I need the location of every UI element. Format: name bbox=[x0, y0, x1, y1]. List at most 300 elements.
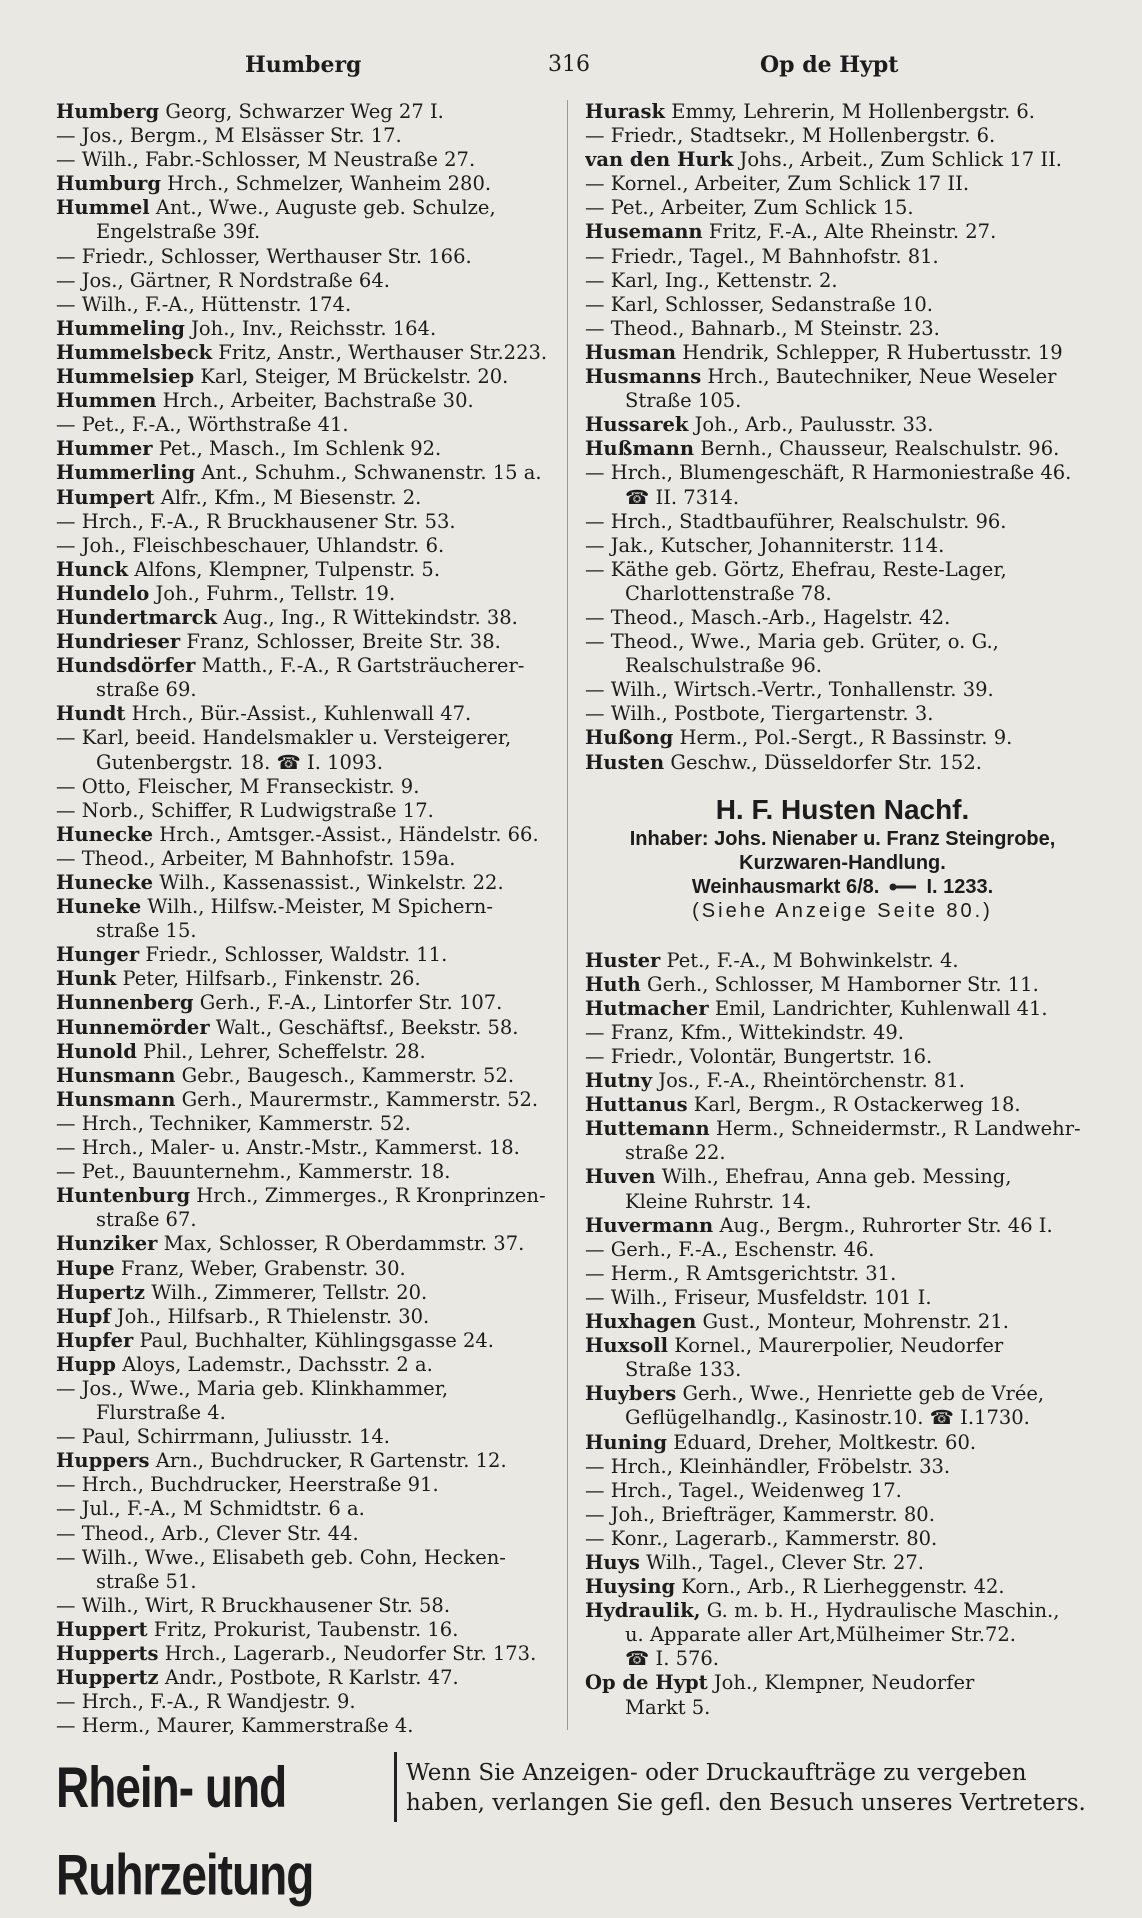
directory-entry bbox=[585, 389, 1100, 413]
directory-entry bbox=[56, 654, 556, 678]
entry-details: — Hrch., Stadtbauführer, Realschulstr. 96. bbox=[585, 509, 1007, 533]
directory-entry bbox=[56, 1353, 556, 1377]
entry-details: Ant., Wwe., Auguste geb. Schulze, bbox=[155, 196, 496, 220]
directory-entry bbox=[585, 1093, 1100, 1117]
entry-surname: Hundertmarck bbox=[56, 605, 218, 629]
entry-surname: Huttemann bbox=[585, 1117, 710, 1141]
entry-details: Walt., Geschäftsf., Beekstr. 58. bbox=[215, 1015, 519, 1039]
entry-details: Gerh., Wwe., Henriette geb de Vrée, bbox=[682, 1382, 1045, 1406]
entry-details: Alfons, Klempner, Tulpenstr. 5. bbox=[134, 557, 441, 581]
entry-details: Jos., F.-A., Rheintörchenstr. 81. bbox=[658, 1069, 965, 1093]
entry-surname: Hurask bbox=[585, 100, 665, 123]
entry-details: — Theod., Masch.-Arb., Hagelstr. 42. bbox=[585, 605, 951, 629]
directory-entry bbox=[585, 997, 1100, 1021]
directory-entry bbox=[56, 1136, 556, 1160]
entry-details: Fritz, Prokurist, Taubenstr. 16. bbox=[153, 1617, 459, 1641]
directory-entry bbox=[56, 1040, 556, 1064]
directory-entry bbox=[56, 871, 556, 895]
entry-details: — Joh., Briefträger, Kammerstr. 80. bbox=[585, 1502, 935, 1526]
entry-details: Hrch., Zimmerges., R Kronprinzen- bbox=[196, 1184, 546, 1208]
directory-entry bbox=[56, 1088, 556, 1112]
directory-entry bbox=[56, 1377, 556, 1401]
entry-details: Johs., Arbeit., Zum Schlick 17 II. bbox=[739, 148, 1063, 172]
entry-details: Karl, Bergm., R Ostackerweg 18. bbox=[693, 1093, 1021, 1117]
directory-entry bbox=[56, 630, 556, 654]
entry-details: Fritz, Anstr., Werthauser Str.223. bbox=[218, 340, 548, 364]
entry-surname: Huven bbox=[585, 1165, 656, 1189]
entry-details: Ant., Schuhm., Schwanenstr. 15 a. bbox=[201, 461, 542, 485]
entry-details: — Jos., Gärtner, R Nordstraße 64. bbox=[56, 268, 390, 292]
directory-entry bbox=[56, 1112, 556, 1136]
entry-surname: Hupertz bbox=[56, 1280, 145, 1304]
directory-entry bbox=[56, 1016, 556, 1040]
directory-entry bbox=[585, 678, 1100, 702]
directory-entry bbox=[585, 100, 1100, 124]
directory-entry bbox=[585, 1527, 1100, 1551]
directory-entry bbox=[585, 1214, 1100, 1238]
entry-details: — Herm., Maurer, Kammerstraße 4. bbox=[56, 1714, 414, 1738]
directory-entry bbox=[56, 1666, 556, 1690]
ad-address: Weinhausmarkt 6/8. bbox=[691, 875, 880, 898]
entry-surname: Hußong bbox=[585, 726, 674, 750]
directory-entry bbox=[56, 1064, 556, 1088]
entry-details: Joh., Inv., Reichsstr. 164. bbox=[191, 316, 437, 340]
entry-surname: Hydraulik, bbox=[585, 1599, 701, 1623]
directory-entry bbox=[56, 245, 556, 269]
entry-details: Emil, Landrichter, Kuhlenwall 41. bbox=[714, 996, 1048, 1020]
entry-details: — Wilh., F.-A., Hüttenstr. 174. bbox=[56, 292, 352, 316]
entry-details: Wilh., Kassenassist., Winkelstr. 22. bbox=[159, 871, 504, 894]
entry-surname: Hummelsbeck bbox=[56, 340, 213, 364]
entry-details: Matth., F.-A., R Gartsträucherer- bbox=[201, 654, 525, 678]
directory-entry bbox=[585, 341, 1100, 365]
directory-entry bbox=[56, 486, 556, 510]
directory-entry bbox=[585, 558, 1100, 582]
entry-details: Hrch., Bautechniker, Neue Weseler bbox=[707, 365, 1057, 389]
directory-entry bbox=[56, 919, 556, 943]
entry-details: — Pet., Arbeiter, Zum Schlick 15. bbox=[585, 196, 914, 220]
directory-entry bbox=[585, 510, 1100, 534]
entry-details: Kleine Ruhrstr. 14. bbox=[625, 1189, 812, 1213]
directory-entry bbox=[56, 1594, 556, 1618]
entry-details: Max, Schlosser, R Oberdammstr. 37. bbox=[163, 1232, 525, 1256]
entry-details: — Herm., R Amtsgerichtstr. 31. bbox=[585, 1261, 897, 1285]
directory-entry bbox=[56, 943, 556, 967]
entry-surname: Hundelo bbox=[56, 581, 150, 605]
entry-surname: Hunecke bbox=[56, 822, 153, 846]
entry-surname: Hupfer bbox=[56, 1328, 134, 1352]
directory-entry bbox=[585, 1334, 1100, 1358]
entry-surname: Hundrieser bbox=[56, 630, 181, 654]
entry-details: — Norb., Schiffer, R Ludwigstraße 17. bbox=[56, 798, 434, 822]
entry-surname: Huttanus bbox=[585, 1093, 688, 1117]
entry-surname: Hunnenberg bbox=[56, 991, 194, 1015]
directory-entry bbox=[585, 1431, 1100, 1455]
entry-surname: Huysing bbox=[585, 1575, 676, 1599]
directory-entry bbox=[56, 582, 556, 606]
entry-details: Phil., Lehrer, Scheffelstr. 28. bbox=[143, 1039, 426, 1063]
entry-details: — Theod., Arb., Clever Str. 44. bbox=[56, 1521, 359, 1545]
directory-entry bbox=[585, 606, 1100, 630]
header-right-keyword: Op de Hypt bbox=[760, 52, 899, 78]
footer-text bbox=[406, 1758, 1106, 1818]
entry-details: Wilh., Tagel., Clever Str. 27. bbox=[646, 1550, 924, 1574]
entry-details: — Kornel., Arbeiter, Zum Schlick 17 II. bbox=[585, 172, 970, 196]
entry-surname: Huybers bbox=[585, 1382, 677, 1406]
directory-entry bbox=[56, 534, 556, 558]
entry-details: — Hrch., F.-A., R Wandjestr. 9. bbox=[56, 1690, 356, 1714]
directory-entry bbox=[585, 172, 1100, 196]
entry-details: — Hrch., F.-A., R Bruckhausener Str. 53. bbox=[56, 509, 456, 533]
entry-surname: Huxsoll bbox=[585, 1334, 669, 1358]
entry-details: — Theod., Bahnarb., M Steinstr. 23. bbox=[585, 316, 940, 340]
directory-entry bbox=[585, 1045, 1100, 1069]
entry-surname: Hupf bbox=[56, 1304, 111, 1328]
entry-details: straße 67. bbox=[96, 1208, 197, 1232]
advertisement bbox=[585, 793, 1100, 923]
directory-entry bbox=[56, 1449, 556, 1473]
entry-surname: Huppert bbox=[56, 1617, 148, 1641]
ad-owners: Inhaber: Johs. Nienaber u. Franz Steingrobe, bbox=[629, 827, 1056, 850]
entry-details: — Otto, Fleischer, M Franseckistr. 9. bbox=[56, 774, 420, 798]
directory-entry bbox=[585, 1647, 1100, 1671]
entry-details: — Karl, beeid. Handelsmakler u. Versteigerer, bbox=[56, 726, 512, 750]
entry-details: Realschulstraße 96. bbox=[625, 654, 822, 678]
entry-details: Geflügelhandlg., Kasinostr.10. ☎ I.1730. bbox=[625, 1406, 1030, 1430]
entry-surname: Husman bbox=[585, 340, 677, 364]
directory-entry bbox=[56, 1184, 556, 1208]
entry-details: — Wilh., Postbote, Tiergartenstr. 3. bbox=[585, 702, 934, 726]
directory-entry bbox=[585, 1696, 1100, 1720]
entry-surname: Hunold bbox=[56, 1039, 137, 1063]
entry-details: — Hrch., Maler- u. Anstr.-Mstr., Kammerst. 18. bbox=[56, 1136, 520, 1160]
entry-details: Karl, Steiger, M Brückelstr. 20. bbox=[200, 365, 509, 389]
right-column-bottom bbox=[585, 949, 1100, 1720]
entry-details: — Karl, Ing., Kettenstr. 2. bbox=[585, 268, 838, 292]
entry-details: Hrch., Schmelzer, Wanheim 280. bbox=[167, 172, 492, 196]
directory-entry bbox=[56, 823, 556, 847]
directory-entry bbox=[585, 973, 1100, 997]
entry-details: Joh., Hilfsarb., R Thielenstr. 30. bbox=[116, 1304, 430, 1328]
ad-address-line bbox=[585, 875, 1100, 899]
entry-surname: Hunk bbox=[56, 967, 117, 991]
directory-entry bbox=[585, 220, 1100, 244]
entry-surname: Hummerling bbox=[56, 461, 196, 485]
entry-details: Joh., Arb., Paulusstr. 33. bbox=[694, 413, 934, 437]
entry-surname: Hutny bbox=[585, 1069, 653, 1093]
entry-details: — Karl, Schlosser, Sedanstraße 10. bbox=[585, 292, 933, 316]
entry-details: — Käthe geb. Görtz, Ehefrau, Reste-Lager, bbox=[585, 557, 1007, 581]
entry-details: Gebr., Baugesch., Kammerstr. 52. bbox=[181, 1063, 515, 1087]
entry-details: Eduard, Dreher, Moltkestr. 60. bbox=[673, 1430, 977, 1454]
directory-entry bbox=[56, 775, 556, 799]
entry-surname: Hunsmann bbox=[56, 1087, 176, 1111]
entry-surname: Hutmacher bbox=[585, 996, 709, 1020]
entry-details: — Konr., Lagerarb., Kammerstr. 80. bbox=[585, 1526, 938, 1550]
directory-entry bbox=[56, 1618, 556, 1642]
directory-entry bbox=[56, 678, 556, 702]
entry-details: — Wilh., Wwe., Elisabeth geb. Cohn, Hecken- bbox=[56, 1545, 506, 1569]
directory-entry bbox=[56, 365, 556, 389]
entry-surname: Hundt bbox=[56, 702, 126, 726]
entry-details: — Pet., Bauunternehm., Kammerstr. 18. bbox=[56, 1160, 451, 1184]
entry-details: Friedr., Schlosser, Waldstr. 11. bbox=[145, 943, 448, 967]
entry-surname: Hummel bbox=[56, 196, 150, 220]
telephone-icon bbox=[889, 882, 917, 892]
directory-entry bbox=[585, 1190, 1100, 1214]
footer-separator bbox=[394, 1752, 397, 1822]
directory-entry bbox=[56, 1401, 556, 1425]
entry-surname: Hunger bbox=[56, 943, 140, 967]
directory-entry bbox=[585, 630, 1100, 654]
entry-details: — Friedr., Tagel., M Bahnhofstr. 81. bbox=[585, 244, 939, 268]
entry-surname: Hunnemörder bbox=[56, 1015, 210, 1039]
directory-entry bbox=[56, 1522, 556, 1546]
entry-details: — Friedr., Stadtsekr., M Hollenbergstr. 6. bbox=[585, 124, 996, 148]
entry-details: — Theod., Arbeiter, M Bahnhofstr. 159a. bbox=[56, 846, 456, 870]
directory-entry bbox=[56, 991, 556, 1015]
entry-details: Aloys, Lademstr., Dachsstr. 2 a. bbox=[122, 1352, 433, 1376]
directory-entry bbox=[56, 461, 556, 485]
entry-surname: Huneke bbox=[56, 895, 142, 919]
directory-entry bbox=[56, 1473, 556, 1497]
directory-entry bbox=[56, 124, 556, 148]
directory-entry bbox=[56, 702, 556, 726]
entry-surname: Husten bbox=[585, 750, 665, 774]
directory-entry bbox=[585, 148, 1100, 172]
entry-surname: Hundsdörfer bbox=[56, 654, 196, 678]
directory-entry bbox=[585, 751, 1100, 775]
entry-details: straße 22. bbox=[625, 1141, 726, 1165]
directory-entry bbox=[56, 1208, 556, 1232]
entry-details: Korn., Arb., R Lierheggenstr. 42. bbox=[681, 1575, 1005, 1599]
directory-entry bbox=[56, 317, 556, 341]
directory-entry bbox=[56, 100, 556, 124]
directory-entry bbox=[585, 1286, 1100, 1310]
directory-entry bbox=[585, 582, 1100, 606]
entry-surname: Hunziker bbox=[56, 1232, 158, 1256]
directory-entry bbox=[56, 1425, 556, 1449]
entry-details: Herm., Pol.-Sergt., R Bassinstr. 9. bbox=[679, 726, 1013, 750]
directory-entry bbox=[585, 461, 1100, 485]
directory-entry bbox=[585, 1455, 1100, 1479]
entry-details: — Jos., Bergm., M Elsässer Str. 17. bbox=[56, 124, 402, 148]
entry-details: Straße 133. bbox=[625, 1358, 742, 1382]
footer-line-2: haben, verlangen Sie gefl. den Besuch unseres Vertreters. bbox=[406, 1790, 1086, 1816]
directory-entry bbox=[56, 558, 556, 582]
entry-surname: Hupperts bbox=[56, 1642, 159, 1665]
right-column bbox=[585, 100, 1100, 1720]
directory-entry bbox=[585, 1671, 1100, 1695]
entry-details: Kornel., Maurerpolier, Neudorfer bbox=[674, 1334, 1004, 1358]
ad-phone: I. 1233. bbox=[926, 875, 994, 898]
directory-entry bbox=[585, 486, 1100, 510]
entry-details: Straße 105. bbox=[625, 389, 742, 413]
entry-details: Peter, Hilfsarb., Finkenstr. 26. bbox=[122, 967, 421, 991]
entry-surname: Hußmann bbox=[585, 437, 695, 461]
header-left-keyword: Humberg bbox=[245, 52, 362, 78]
entry-details: Joh., Fuhrm., Tellstr. 19. bbox=[155, 581, 396, 605]
entry-surname: Hummelsiep bbox=[56, 365, 195, 389]
directory-entry bbox=[56, 967, 556, 991]
entry-details: — Joh., Fleischbeschauer, Uhlandstr. 6. bbox=[56, 533, 445, 557]
directory-entry bbox=[56, 606, 556, 630]
directory-entry bbox=[56, 895, 556, 919]
directory-entry bbox=[585, 437, 1100, 461]
directory-entry bbox=[56, 1160, 556, 1184]
directory-entry bbox=[56, 341, 556, 365]
entry-details: — Wilh., Wirtsch.-Vertr., Tonhallenstr. 39. bbox=[585, 678, 994, 702]
entry-surname: Huster bbox=[585, 948, 661, 972]
entry-details: — Jul., F.-A., M Schmidtstr. 6 a. bbox=[56, 1497, 365, 1521]
directory-entry bbox=[56, 389, 556, 413]
footer-brand: Rhein- und Ruhrzeitung bbox=[56, 1754, 314, 1907]
directory-entry bbox=[585, 413, 1100, 437]
entry-surname: Huppers bbox=[56, 1449, 150, 1473]
directory-entry bbox=[585, 1358, 1100, 1382]
entry-details: Aug., Ing., R Wittekindstr. 38. bbox=[223, 605, 518, 629]
directory-entry bbox=[585, 1117, 1100, 1141]
entry-surname: Huppertz bbox=[56, 1666, 159, 1690]
entry-details: — Hrch., Techniker, Kammerstr. 52. bbox=[56, 1111, 411, 1135]
entry-surname: Hunck bbox=[56, 557, 129, 581]
entry-details: Bernh., Chausseur, Realschulstr. 96. bbox=[700, 437, 1060, 461]
entry-details: ☎ I. 576. bbox=[625, 1647, 720, 1671]
directory-entry bbox=[585, 1310, 1100, 1334]
entry-surname: Huxhagen bbox=[585, 1310, 697, 1334]
entry-surname: Op de Hypt bbox=[585, 1671, 708, 1695]
directory-entry bbox=[585, 124, 1100, 148]
directory-entry bbox=[56, 220, 556, 244]
directory-entry bbox=[585, 196, 1100, 220]
entry-details: Geschw., Düsseldorfer Str. 152. bbox=[670, 750, 982, 774]
entry-details: — Gerh., F.-A., Eschenstr. 46. bbox=[585, 1237, 875, 1261]
entry-details: Hrch., Amtsger.-Assist., Händelstr. 66. bbox=[159, 822, 539, 846]
directory-entry bbox=[585, 1599, 1100, 1623]
entry-details: straße 69. bbox=[96, 678, 197, 702]
entry-details: u. Apparate aller Art,Mülheimer Str.72. bbox=[625, 1623, 1016, 1647]
entry-details: Markt 5. bbox=[625, 1695, 711, 1719]
entry-surname: Huth bbox=[585, 972, 641, 996]
directory-entry bbox=[56, 196, 556, 220]
directory-entry bbox=[56, 510, 556, 534]
entry-surname: Hunsmann bbox=[56, 1063, 176, 1087]
directory-entry bbox=[56, 293, 556, 317]
entry-surname: Huys bbox=[585, 1550, 640, 1574]
entry-details: — Friedr., Schlosser, Werthauser Str. 166. bbox=[56, 244, 472, 268]
entry-surname: Huvermann bbox=[585, 1213, 714, 1237]
entry-surname: Humpert bbox=[56, 485, 155, 509]
directory-entry bbox=[585, 1141, 1100, 1165]
entry-details: Flurstraße 4. bbox=[96, 1401, 226, 1425]
entry-details: Gust., Monteur, Mohrenstr. 21. bbox=[702, 1310, 1009, 1334]
directory-entry bbox=[56, 437, 556, 461]
directory-entry bbox=[585, 365, 1100, 389]
entry-details: Joh., Klempner, Neudorfer bbox=[713, 1671, 975, 1695]
entry-details: — Paul, Schirrmann, Juliusstr. 14. bbox=[56, 1425, 390, 1449]
directory-entry bbox=[585, 1262, 1100, 1286]
entry-details: Aug., Bergm., Ruhrorter Str. 46 I. bbox=[719, 1213, 1053, 1237]
directory-entry bbox=[56, 751, 556, 775]
directory-entry bbox=[56, 799, 556, 823]
directory-entry bbox=[56, 1329, 556, 1353]
entry-details: Paul, Buchhalter, Kühlingsgasse 24. bbox=[139, 1328, 494, 1352]
directory-entry bbox=[585, 1406, 1100, 1430]
entry-details: Gerh., Schlosser, M Hamborner Str. 11. bbox=[647, 972, 1039, 996]
ad-business: Kurzwaren-Handlung. bbox=[739, 851, 946, 874]
directory-entry bbox=[56, 172, 556, 196]
directory-entry bbox=[56, 1714, 556, 1738]
entry-details: Andr., Postbote, R Karlstr. 47. bbox=[164, 1666, 459, 1690]
entry-details: — Jak., Kutscher, Johanniterstr. 114. bbox=[585, 533, 945, 557]
directory-entry bbox=[585, 1238, 1100, 1262]
directory-entry bbox=[585, 949, 1100, 973]
entry-details: Hrch., Arbeiter, Bachstraße 30. bbox=[162, 389, 474, 413]
entry-surname: Husmanns bbox=[585, 365, 702, 389]
entry-surname: Hunecke bbox=[56, 871, 153, 894]
directory-entry bbox=[56, 1305, 556, 1329]
entry-surname: Hummen bbox=[56, 389, 157, 413]
directory-entry bbox=[56, 1690, 556, 1714]
directory-entry bbox=[585, 1382, 1100, 1406]
entry-details: Franz, Weber, Grabenstr. 30. bbox=[120, 1256, 406, 1280]
entry-details: — Franz, Kfm., Wittekindstr. 49. bbox=[585, 1020, 904, 1044]
directory-entry bbox=[56, 1570, 556, 1594]
directory-entry bbox=[585, 317, 1100, 341]
entry-details: — Hrch., Kleinhändler, Fröbelstr. 33. bbox=[585, 1454, 951, 1478]
entry-details: — Wilh., Wirt, R Bruckhausener Str. 58. bbox=[56, 1593, 451, 1617]
directory-entry bbox=[585, 1623, 1100, 1647]
entry-details: Hrch., Lagerarb., Neudorfer Str. 173. bbox=[164, 1642, 537, 1665]
entry-details: — Friedr., Volontär, Bungertstr. 16. bbox=[585, 1045, 933, 1068]
directory-entry bbox=[585, 269, 1100, 293]
directory-entry bbox=[585, 726, 1100, 750]
left-column bbox=[56, 100, 556, 1738]
directory-entry bbox=[56, 413, 556, 437]
entry-surname: Husemann bbox=[585, 220, 703, 244]
entry-details: straße 51. bbox=[96, 1569, 197, 1593]
entry-details: — Hrch., Blumengeschäft, R Harmoniestraße 46. bbox=[585, 461, 1072, 485]
entry-details: Charlottenstraße 78. bbox=[625, 581, 832, 605]
entry-details: Arn., Buchdrucker, R Gartenstr. 12. bbox=[155, 1449, 507, 1473]
entry-surname: Humberg bbox=[56, 100, 160, 123]
directory-entry bbox=[585, 534, 1100, 558]
footer-advertisement bbox=[56, 1752, 1100, 1907]
footer-line-1: Wenn Sie Anzeigen- oder Druckaufträge zu vergeben bbox=[406, 1760, 1027, 1786]
directory-entry bbox=[585, 1551, 1100, 1575]
directory-entry bbox=[56, 1281, 556, 1305]
entry-details: Wilh., Hilfsw.-Meister, M Spichern- bbox=[147, 895, 493, 919]
entry-surname: Hussarek bbox=[585, 413, 689, 437]
entry-details: Gutenbergstr. 18. ☎ I. 1093. bbox=[96, 750, 383, 774]
directory-entry bbox=[56, 1232, 556, 1256]
directory-entry bbox=[585, 1069, 1100, 1093]
entry-surname: Hummer bbox=[56, 437, 153, 461]
entry-surname: Hupp bbox=[56, 1352, 116, 1376]
directory-entry bbox=[585, 1503, 1100, 1527]
entry-details: ☎ II. 7314. bbox=[625, 485, 740, 509]
entry-details: Gerh., F.-A., Lintorfer Str. 107. bbox=[199, 991, 503, 1015]
column-divider bbox=[567, 100, 568, 1730]
entry-details: Pet., Masch., Im Schlenk 92. bbox=[158, 437, 442, 461]
directory-entry bbox=[56, 1257, 556, 1281]
directory-entry bbox=[585, 702, 1100, 726]
entry-surname: Humburg bbox=[56, 172, 161, 196]
entry-details: — Jos., Wwe., Maria geb. Klinkhammer, bbox=[56, 1376, 449, 1400]
directory-entry bbox=[585, 654, 1100, 678]
page-number: 316 bbox=[548, 52, 590, 77]
entry-details: Pet., F.-A., M Bohwinkelstr. 4. bbox=[666, 948, 959, 972]
